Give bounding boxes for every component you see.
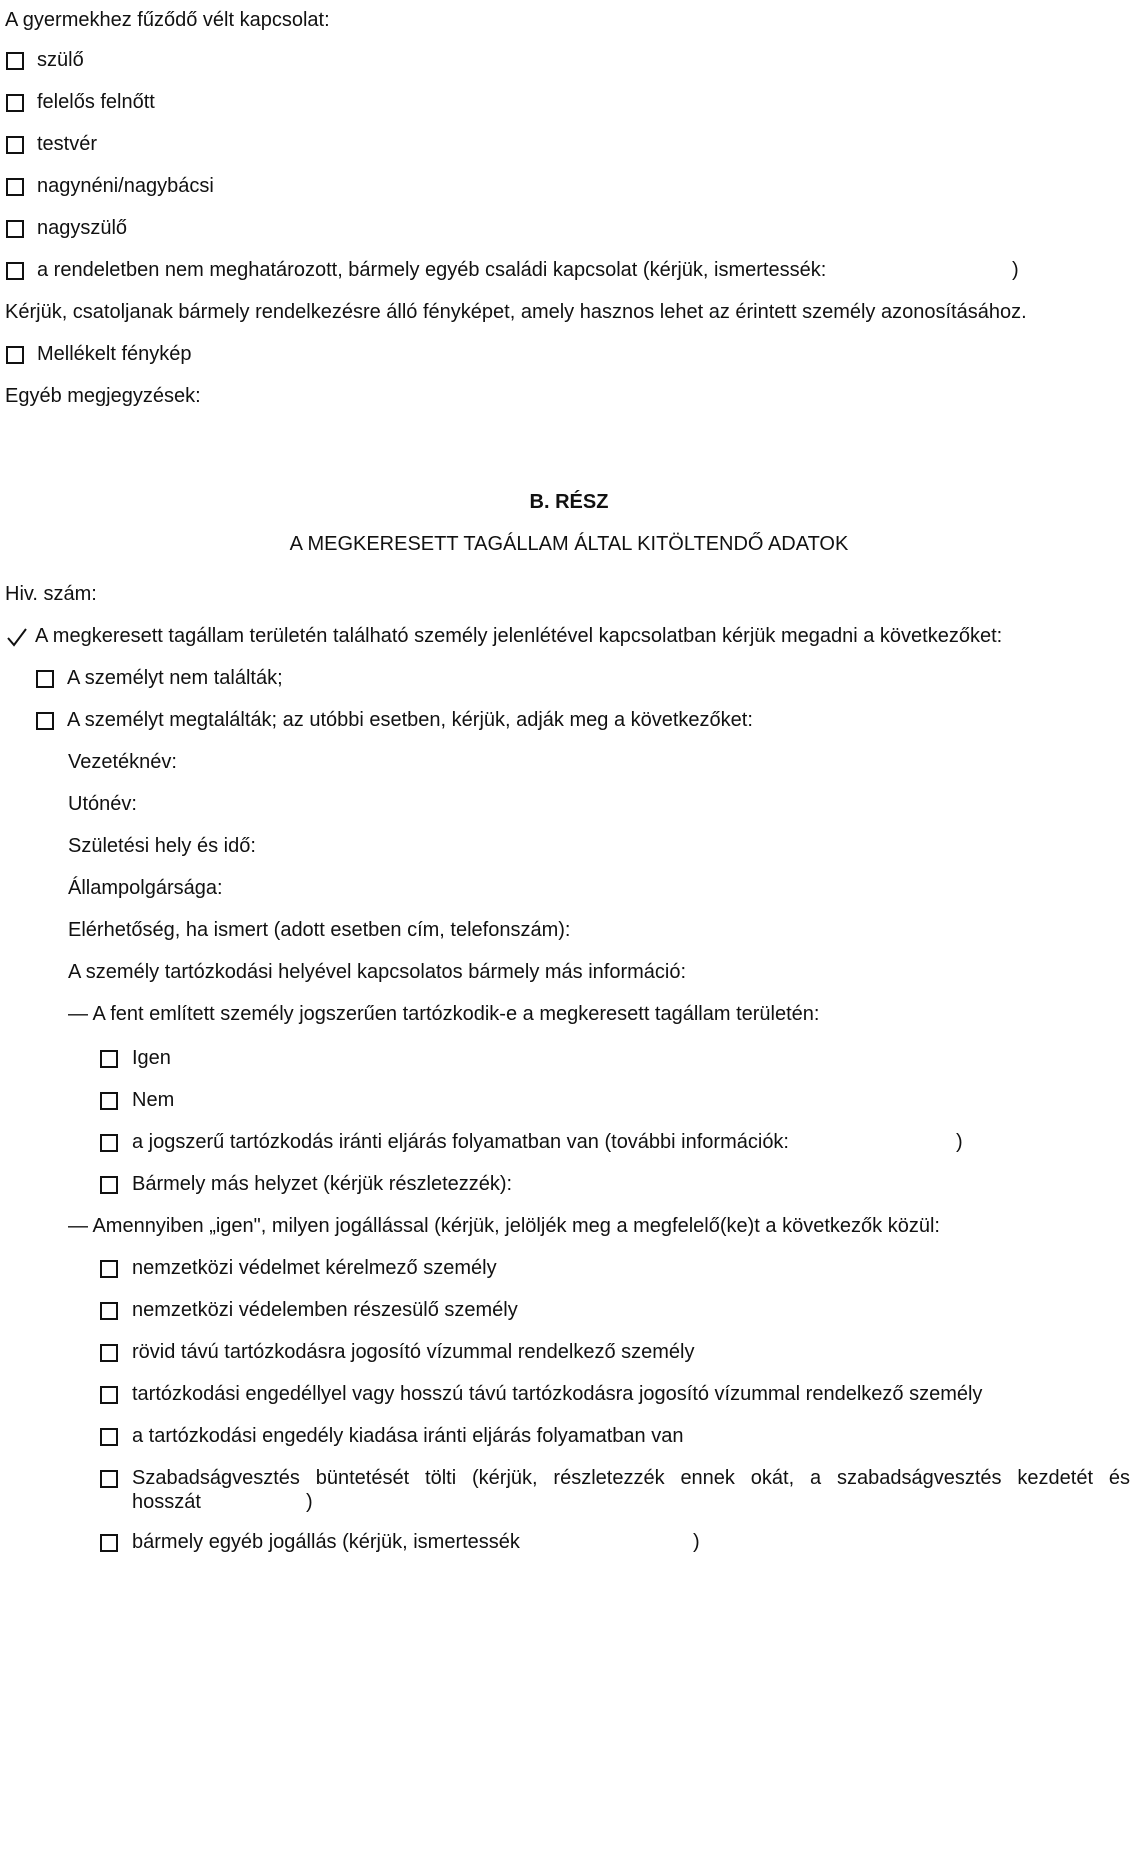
nationality-label: Állampolgársága: xyxy=(68,877,223,899)
option-grandparent-label: nagyszülő xyxy=(37,217,128,239)
no-label: Nem xyxy=(132,1089,175,1111)
imprisonment-label-line2: hosszát xyxy=(132,1491,201,1513)
procedure-pending-closing-paren: ) xyxy=(956,1131,963,1153)
checkbox-other-status[interactable] xyxy=(100,1534,118,1552)
reference-number-label: Hiv. szám: xyxy=(5,583,97,605)
checkbox-not-found[interactable] xyxy=(36,670,54,688)
checkbox-permit-pending[interactable] xyxy=(100,1428,118,1446)
relation-heading: A gyermekhez fűződő vélt kapcsolat: xyxy=(5,9,330,31)
option-other-relation-label: a rendeletben nem meghatározott, bármely egyéb családi kapcsolat (kérjük, ismertessék: xyxy=(37,259,827,281)
imprisonment-closing-paren: ) xyxy=(306,1491,313,1513)
checkbox-yes[interactable] xyxy=(100,1050,118,1068)
other-relation-closing-paren: ) xyxy=(1012,259,1019,281)
remarks-label: Egyéb megjegyzések: xyxy=(5,385,201,407)
option-parent-label: szülő xyxy=(37,49,84,71)
checkbox-grandparent[interactable] xyxy=(6,220,24,238)
yes-label: Igen xyxy=(132,1047,171,1069)
residence-info-label: A személy tartózkodási helyével kapcsolatos bármely más információ: xyxy=(68,961,687,983)
part-b-subtitle: A MEGKERESETT TAGÁLLAM ÁLTAL KITÖLTENDŐ ADATOK xyxy=(289,533,849,555)
protection-applicant-label: nemzetközi védelmet kérelmező személy xyxy=(132,1257,497,1279)
found-label: A személyt megtalálták; az utóbbi esetben, kérjük, adják meg a következőket: xyxy=(67,709,753,731)
protection-beneficiary-label: nemzetközi védelemben részesülő személy xyxy=(132,1299,518,1321)
checkbox-short-stay-visa[interactable] xyxy=(100,1344,118,1362)
not-found-label: A személyt nem találták; xyxy=(67,667,283,689)
checkbox-imprisonment[interactable] xyxy=(100,1470,118,1488)
residence-permit-label: tartózkodási engedéllyel vagy hosszú távú tartózkodásra jogosító vízummal rendelkező személy xyxy=(132,1383,983,1405)
checkbox-aunt-uncle[interactable] xyxy=(6,178,24,196)
checkbox-sibling[interactable] xyxy=(6,136,24,154)
other-status-label: bármely egyéb jogállás (kérjük, ismertessék xyxy=(132,1531,520,1553)
checkbox-protection-beneficiary[interactable] xyxy=(100,1302,118,1320)
procedure-pending-label: a jogszerű tartózkodás iránti eljárás folyamatban van (további információk: xyxy=(132,1131,789,1153)
imprisonment-label-line1: Szabadságvesztés büntetését tölti (kérjük, részletezzék ennek okát, a szabadságvesztés kezdetét és xyxy=(132,1467,1130,1489)
permit-pending-label: a tartózkodási engedély kiadása iránti eljárás folyamatban van xyxy=(132,1425,684,1447)
birth-place-date-label: Születési hely és idő: xyxy=(68,835,256,857)
legal-stay-question: — A fent említett személy jogszerűen tartózkodik-e a megkeresett tagállam területén: xyxy=(68,1003,820,1025)
checkbox-other-relation[interactable] xyxy=(6,262,24,280)
option-sibling-label: testvér xyxy=(37,133,98,155)
short-stay-visa-label: rövid távú tartózkodásra jogosító vízummal rendelkező személy xyxy=(132,1341,695,1363)
checkbox-photo-attached[interactable] xyxy=(6,346,24,364)
checkbox-found[interactable] xyxy=(36,712,54,730)
checkbox-other-situation[interactable] xyxy=(100,1176,118,1194)
option-responsible-adult-label: felelős felnőtt xyxy=(37,91,155,113)
other-situation-label: Bármely más helyzet (kérjük részletezzék): xyxy=(132,1173,513,1195)
checkbox-parent[interactable] xyxy=(6,52,24,70)
photo-request-text: Kérjük, csatoljanak bármely rendelkezésre álló fényképet, amely hasznos lehet az érintett személy azonosításához. xyxy=(5,301,1027,323)
checkbox-protection-applicant[interactable] xyxy=(100,1260,118,1278)
checkbox-responsible-adult[interactable] xyxy=(6,94,24,112)
status-question: — Amennyiben „igen", milyen jogállással (kérjük, jelöljék meg a megfelelő(ke)t a következők közül: xyxy=(68,1215,940,1237)
checkmark-icon xyxy=(6,626,28,648)
presence-intro-text: A megkeresett tagállam területén található személy jelenlétével kapcsolatban kérjük megadni a következőket: xyxy=(35,625,1003,647)
checkbox-procedure-pending[interactable] xyxy=(100,1134,118,1152)
other-status-closing-paren: ) xyxy=(693,1531,700,1553)
surname-label: Vezetéknév: xyxy=(68,751,177,773)
first-name-label: Utónév: xyxy=(68,793,137,815)
photo-attached-label: Mellékelt fénykép xyxy=(37,343,192,365)
contact-label: Elérhetőség, ha ismert (adott esetben cím, telefonszám): xyxy=(68,919,571,941)
part-b-title: B. RÉSZ xyxy=(529,491,609,513)
checkbox-residence-permit[interactable] xyxy=(100,1386,118,1404)
checkbox-no[interactable] xyxy=(100,1092,118,1110)
option-aunt-uncle-label: nagynéni/nagybácsi xyxy=(37,175,214,197)
